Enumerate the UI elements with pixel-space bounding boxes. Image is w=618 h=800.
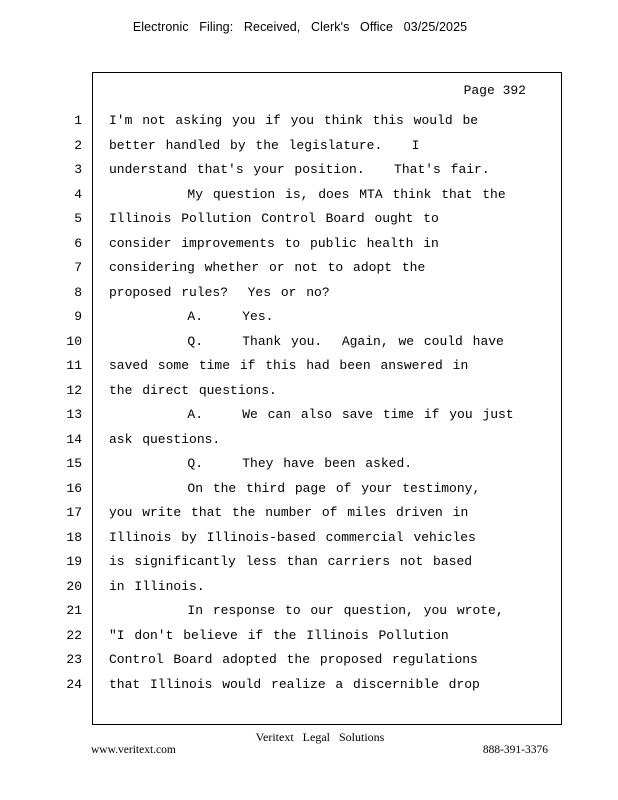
transcript-line: is significantly less than carriers not based bbox=[109, 554, 473, 569]
filing-stamp: Electronic Filing: Received, Clerk's Office 03/25/2025 bbox=[132, 20, 468, 34]
transcript-line: that Illinois would realize a discernible drop bbox=[109, 677, 480, 692]
line-number: 9 bbox=[74, 309, 82, 324]
transcript-line: On the third page of your testimony, bbox=[109, 481, 481, 496]
line-number: 17 bbox=[66, 505, 82, 520]
line-number: 22 bbox=[66, 628, 82, 643]
line-number: 7 bbox=[74, 260, 82, 275]
transcript-line: A. We can also save time if you just bbox=[109, 407, 514, 422]
transcript-line: A. Yes. bbox=[109, 309, 274, 324]
line-number: 18 bbox=[66, 530, 82, 545]
transcript-line: proposed rules? Yes or no? bbox=[109, 285, 330, 300]
transcript-line: My question is, does MTA think that the bbox=[109, 187, 506, 202]
line-number: 12 bbox=[66, 383, 82, 398]
line-number: 1 bbox=[74, 113, 82, 128]
line-number: 21 bbox=[66, 603, 82, 618]
line-number: 2 bbox=[74, 138, 82, 153]
transcript-line: Illinois by Illinois-based commercial vehicles bbox=[109, 530, 476, 545]
footer-phone: 888-391-3376 bbox=[482, 744, 548, 756]
transcript-line: considering whether or not to adopt the bbox=[109, 260, 426, 275]
line-number: 3 bbox=[74, 162, 82, 177]
line-number: 16 bbox=[66, 481, 82, 496]
transcript-line: ask questions. bbox=[109, 432, 221, 447]
transcript-line: Q. Thank you. Again, we could have bbox=[109, 334, 504, 349]
transcript-line: understand that's your position. That's fair. bbox=[109, 162, 490, 177]
line-number: 8 bbox=[74, 285, 82, 300]
line-number: 15 bbox=[66, 456, 82, 471]
transcript-line: Control Board adopted the proposed regulations bbox=[109, 652, 478, 667]
transcript-line: I'm not asking you if you think this would be bbox=[109, 113, 479, 128]
line-number: 14 bbox=[66, 432, 82, 447]
footer-company: Veritext Legal Solutions bbox=[255, 730, 385, 744]
transcript-line: better handled by the legislature. I bbox=[109, 138, 420, 153]
line-number: 6 bbox=[74, 236, 82, 251]
line-number: 19 bbox=[66, 554, 82, 569]
line-number: 23 bbox=[66, 652, 82, 667]
transcript-line: you write that the number of miles driven in bbox=[109, 505, 469, 520]
line-number: 4 bbox=[74, 187, 82, 202]
line-number: 11 bbox=[66, 358, 82, 373]
page-number: Page 392 bbox=[463, 83, 526, 98]
transcript-line: saved some time if this had been answered in bbox=[109, 358, 469, 373]
line-number: 10 bbox=[66, 334, 82, 349]
transcript-line: the direct questions. bbox=[109, 383, 277, 398]
transcript-line: In response to our question, you wrote, bbox=[109, 603, 504, 618]
transcript-line: Illinois Pollution Control Board ought to bbox=[109, 211, 439, 226]
line-number: 24 bbox=[66, 677, 82, 692]
transcript-line: Q. They have been asked. bbox=[109, 456, 413, 471]
line-number: 20 bbox=[66, 579, 82, 594]
footer-website: www.veritext.com bbox=[91, 744, 176, 756]
transcript-line: "I don't believe if the Illinois Pollution bbox=[109, 628, 449, 643]
line-number: 5 bbox=[74, 211, 82, 226]
transcript-line: in Illinois. bbox=[109, 579, 205, 594]
transcript-line: consider improvements to public health in bbox=[109, 236, 439, 251]
line-number: 13 bbox=[66, 407, 82, 422]
